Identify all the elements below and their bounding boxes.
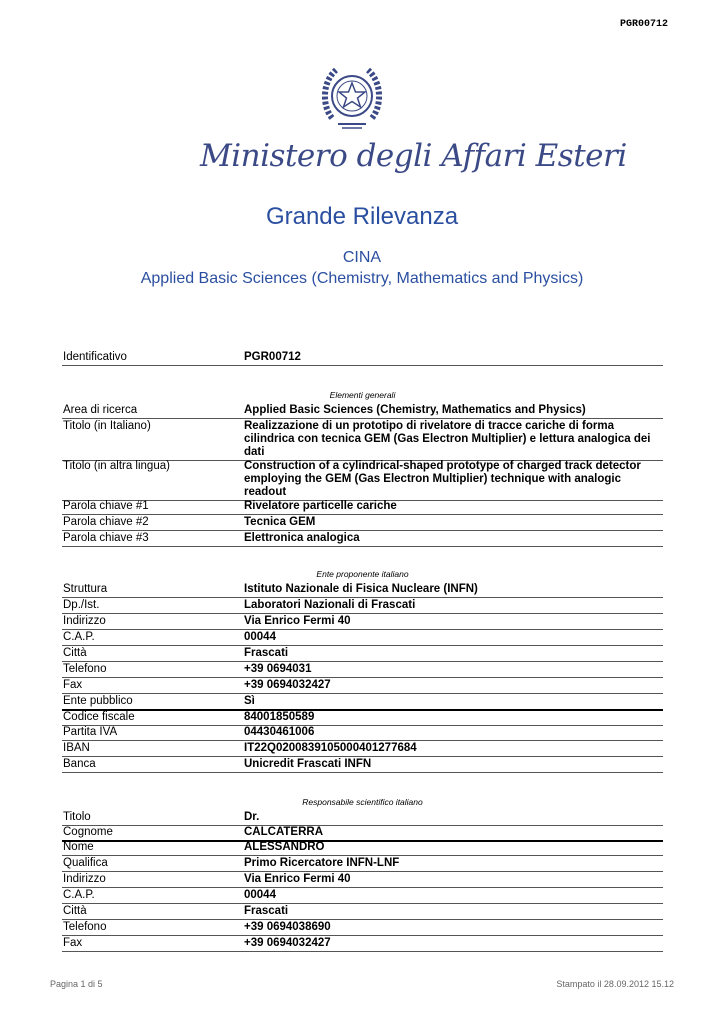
italian-emblem-icon — [318, 60, 386, 134]
field-label: Titolo (in altra lingua) — [63, 460, 170, 472]
general-row — [62, 532, 663, 547]
responsible-row — [62, 826, 663, 842]
responsible-row — [62, 905, 663, 920]
field-label: Area di ricerca — [63, 404, 138, 416]
field-label: Nome — [63, 841, 94, 853]
field-label: Codice fiscale — [63, 711, 135, 723]
proponent-row — [62, 647, 663, 662]
field-value: PGR00712 — [244, 351, 301, 363]
field-value: Applied Basic Sciences (Chemistry, Mathematics and Physics) — [244, 404, 586, 416]
field-value: +39 0694038690 — [244, 921, 331, 933]
field-value: Primo Ricercatore INFN-LNF — [244, 857, 400, 869]
proponent-row — [62, 679, 663, 694]
proponent-row — [62, 615, 663, 630]
field-value: +39 0694031 — [244, 663, 312, 675]
field-label: Fax — [63, 937, 83, 949]
field-label: Qualifica — [63, 857, 108, 869]
section-heading-proponent: Ente proponente italiano — [316, 569, 409, 579]
field-value: Elettronica analogica — [244, 532, 360, 544]
field-value: Realizzazione di un prototipo di rivelatore di tracce cariche di forma cilindrica con tecnica GEM (Gas Electron Multiplier) e lettura analogica dei dati — [244, 420, 651, 458]
general-row — [62, 460, 663, 501]
field-label: Parola chiave #1 — [63, 500, 149, 512]
field-value: 84001850589 — [244, 711, 315, 723]
section-heading-general: Elementi generali — [329, 390, 396, 400]
field-value: +39 0694032427 — [244, 937, 331, 949]
field-label: Cognome — [63, 826, 113, 838]
field-label: Struttura — [63, 583, 108, 595]
proponent-row — [62, 711, 663, 726]
identifier-row — [62, 351, 663, 366]
field-value: IT22Q0200839105000401277684 — [244, 742, 417, 754]
proponent-row — [62, 663, 663, 678]
responsible-row — [62, 921, 663, 936]
field-value: Tecnica GEM — [244, 516, 316, 528]
country: CINA — [342, 249, 382, 266]
print-date: Stampato il 28.09.2012 15.12 — [556, 979, 674, 989]
general-row — [62, 516, 663, 531]
field-value: Rivelatore particelle cariche — [244, 500, 397, 512]
field-value: CALCATERRA — [244, 826, 324, 838]
field-label: Dp./Ist. — [63, 599, 100, 611]
ministry-logo — [200, 58, 627, 188]
field-label: Indirizzo — [63, 873, 106, 885]
proponent-row — [62, 758, 663, 773]
field-label: Banca — [63, 758, 96, 770]
field-label: Indirizzo — [63, 615, 106, 627]
field-value: 00044 — [244, 631, 276, 643]
field-value: Frascati — [244, 905, 289, 917]
field-label: Titolo — [63, 811, 91, 823]
field-value: Dr. — [244, 811, 260, 823]
field-label: Identificativo — [63, 351, 127, 363]
proponent-row — [62, 583, 663, 598]
responsible-row — [62, 937, 663, 952]
field-label: Telefono — [63, 663, 107, 675]
field-label: Parola chiave #3 — [63, 532, 149, 544]
general-row — [62, 500, 663, 515]
responsible-row — [62, 873, 663, 888]
field-label: Città — [63, 905, 87, 917]
proponent-row — [62, 599, 663, 614]
responsible-row — [62, 811, 663, 826]
field-label: C.A.P. — [63, 889, 95, 901]
field-value: +39 0694032427 — [244, 679, 331, 691]
field-label: Partita IVA — [63, 726, 118, 738]
field-label: Ente pubblico — [63, 695, 133, 707]
field-value: Istituto Nazionale di Fisica Nucleare (INFN) — [244, 583, 478, 595]
field-label: Titolo (in Italiano) — [63, 420, 151, 432]
responsible-row — [62, 857, 663, 872]
field-label: Fax — [63, 679, 83, 691]
field-value: Via Enrico Fermi 40 — [244, 873, 351, 885]
field-value: Construction of a cylindrical-shaped prototype of charged track detector employing the GEM (Gas Electron Multiplier) technique with analogic readout — [244, 460, 641, 498]
field-label: C.A.P. — [63, 631, 95, 643]
general-row — [62, 420, 663, 461]
research-area-heading: Applied Basic Sciences (Chemistry, Mathematics and Physics) — [140, 270, 584, 287]
page-title: Grande Rilevanza — [265, 203, 459, 230]
page-number: Pagina 1 di 5 — [50, 979, 103, 989]
field-value: 04430461006 — [244, 726, 315, 738]
field-label: Città — [63, 647, 87, 659]
field-label: Telefono — [63, 921, 107, 933]
field-value: Laboratori Nazionali di Frascati — [244, 599, 416, 611]
general-row — [62, 404, 663, 419]
field-value: Via Enrico Fermi 40 — [244, 615, 351, 627]
field-value: Sì — [244, 695, 255, 707]
field-value: ALESSANDRO — [244, 841, 325, 853]
ministry-name: Ministero degli Affari Esteri — [200, 138, 627, 174]
responsible-row — [62, 889, 663, 904]
proponent-row — [62, 695, 663, 711]
responsible-row — [62, 841, 663, 856]
proponent-row — [62, 726, 663, 741]
proponent-row — [62, 631, 663, 646]
proponent-row — [62, 742, 663, 757]
field-value: Unicredit Frascati INFN — [244, 758, 372, 770]
section-heading-responsible: Responsabile scientifico italiano — [302, 797, 423, 807]
document-code: PGR00712 — [619, 19, 668, 30]
field-label: IBAN — [63, 742, 90, 754]
field-value: 00044 — [244, 889, 276, 901]
field-value: Frascati — [244, 647, 289, 659]
field-label: Parola chiave #2 — [63, 516, 149, 528]
